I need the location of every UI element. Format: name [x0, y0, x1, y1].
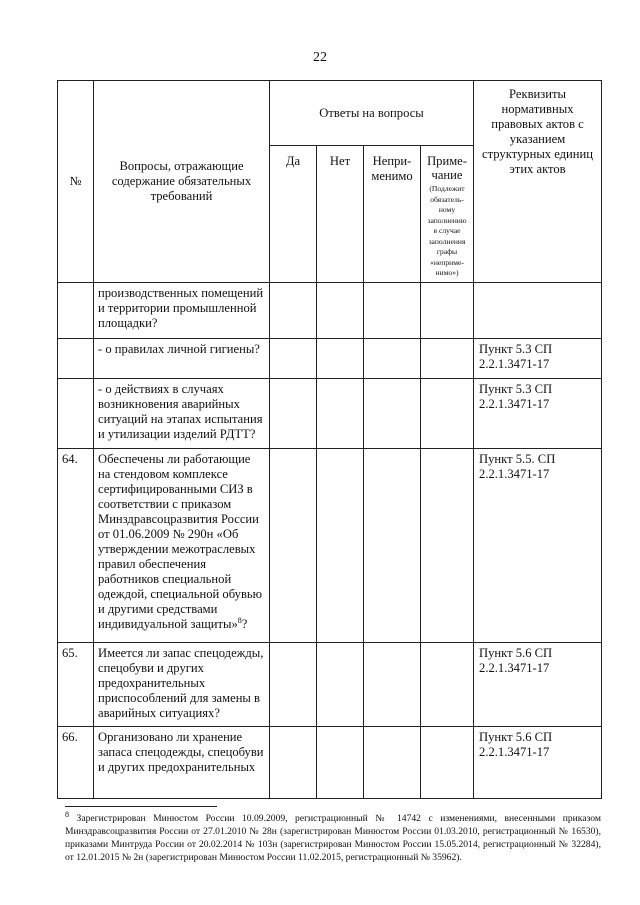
table-row — [58, 282, 602, 338]
header-number: № — [58, 81, 94, 283]
row-requisites: Пункт 5.6 СП 2.2.1.3471-17 — [474, 642, 602, 726]
row-question: производственных помещений и территории промышленной площадки? — [94, 282, 270, 338]
answer-yes-cell — [270, 726, 317, 798]
footnote — [65, 809, 601, 864]
answer-no-cell — [317, 338, 364, 378]
row-question: - о действиях в случаях возникновения аварийных ситуаций на этапах испытания и утилизации изделий РДТТ? — [94, 378, 270, 448]
row-requisites: Пункт 5.6 СП 2.2.1.3471-17 — [474, 726, 602, 798]
answer-note-cell — [421, 448, 474, 642]
row-number — [58, 378, 94, 448]
answer-yes-cell — [270, 378, 317, 448]
row-question: Организовано ли хранение запаса спецодежды, спецобуви и других предохранительных — [94, 726, 270, 798]
row-number — [58, 338, 94, 378]
row-number: 65. — [58, 642, 94, 726]
header-answers: Ответы на вопросы — [270, 81, 474, 146]
answer-yes-cell — [270, 282, 317, 338]
row-question: Обеспечены ли работающие на стендовом комплексе сертифицированными СИЗ в соответствии с приказом Минздравсоцразвития России от 01.06.2009 № 290н «Об утверждении межотраслевых правил обеспечения работников специальной одеждой, специальной обувью и другими средствами индивидуальной защиты» — [98, 451, 263, 631]
header-no: Нет — [317, 146, 364, 283]
answer-na-cell — [364, 282, 421, 338]
row-number: 64. — [58, 448, 94, 642]
answer-no-cell — [317, 726, 364, 798]
row-question: - о правилах личной гигиены? — [94, 338, 270, 378]
page-number: 22 — [313, 50, 327, 65]
header-not-applicable: Непри-менимо — [364, 146, 421, 283]
footnote-mark: 8 — [65, 809, 69, 819]
header-note-hint: (Подлежит обязатель-ному заполнению в случае заполнения графы «неприме-нимо») — [427, 184, 467, 277]
table-row — [58, 338, 602, 378]
row-number — [58, 282, 94, 338]
answer-yes-cell — [270, 642, 317, 726]
row-question: Имеется ли запас спецодежды, спецобуви и других предохранительных приспособлений для замены в аварийных ситуациях? — [94, 642, 270, 726]
answer-yes-cell — [270, 338, 317, 378]
footnote-text: Зарегистрирован Минюстом России 10.09.2009, регистрационный № 14742 с изменениями, внесенными приказом Минздравсоцразвития России от 27.01.2010 № 28н (зарегистрирован Минюстом России 01.03.2010, регистрационный № 16530), приказами Минтруда России от 20.02.2014 № 103н (зарегистрирован Минюстом России 15.05.2014, регистрационный № 32284), от 12.01.2015 № 2н (зарегистрирован Минюстом России 11.02.2015, регистрационный № 35962). — [65, 813, 601, 863]
table-row — [58, 726, 602, 798]
header-note-label: Приме-чание — [427, 154, 467, 182]
table-row — [58, 642, 602, 726]
table-row — [58, 448, 602, 642]
answer-no-cell — [317, 642, 364, 726]
answer-na-cell — [364, 448, 421, 642]
footnote-reference: 8 — [237, 615, 242, 625]
answer-na-cell — [364, 642, 421, 726]
answer-no-cell — [317, 378, 364, 448]
table-row — [58, 378, 602, 448]
answer-na-cell — [364, 726, 421, 798]
requirements-table — [57, 80, 602, 799]
answer-no-cell — [317, 448, 364, 642]
answer-note-cell — [421, 726, 474, 798]
header-requisites: Реквизиты нормативных правовых актов с указанием структурных единиц этих актов — [474, 81, 602, 283]
answer-yes-cell — [270, 448, 317, 642]
header-yes: Да — [270, 146, 317, 283]
row-question-end: ? — [241, 616, 248, 631]
answer-na-cell — [364, 338, 421, 378]
row-number: 66. — [58, 726, 94, 798]
row-requisites: Пункт 5.5. СП 2.2.1.3471-17 — [474, 448, 602, 642]
answer-note-cell — [421, 338, 474, 378]
header-note — [421, 146, 474, 283]
row-requisites — [474, 282, 602, 338]
answer-na-cell — [364, 378, 421, 448]
answer-note-cell — [421, 282, 474, 338]
footnote-divider — [65, 806, 217, 807]
answer-note-cell — [421, 642, 474, 726]
header-questions: Вопросы, отражающие содержание обязательных требований — [94, 81, 270, 283]
row-requisites: Пункт 5.3 СП 2.2.1.3471-17 — [474, 338, 602, 378]
row-question-cell — [94, 448, 270, 642]
answer-no-cell — [317, 282, 364, 338]
row-requisites: Пункт 5.3 СП 2.2.1.3471-17 — [474, 378, 602, 448]
answer-note-cell — [421, 378, 474, 448]
